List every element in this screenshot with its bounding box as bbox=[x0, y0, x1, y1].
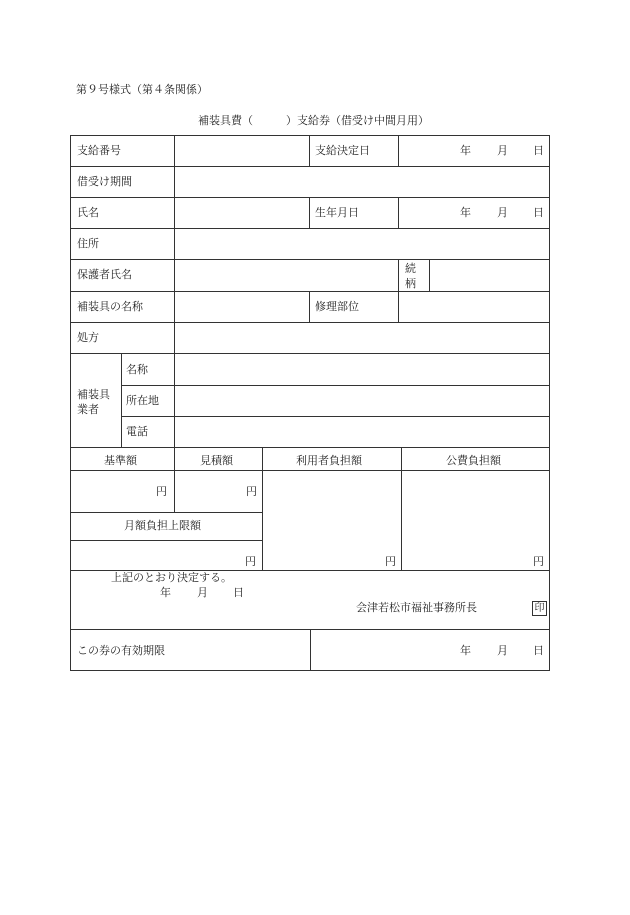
relationship-label-line1: 続 bbox=[405, 262, 416, 275]
guardian-name-label: 保護者氏名 bbox=[77, 268, 132, 281]
form-number: 第９号様式（第４条関係） bbox=[76, 83, 208, 96]
estimate-amount-header: 見積額 bbox=[200, 454, 233, 467]
public-burden-yen: 円 bbox=[533, 555, 544, 568]
payment-number-label: 支給番号 bbox=[77, 144, 121, 157]
decision-date-year: 年 bbox=[460, 144, 471, 157]
birthdate-year: 年 bbox=[460, 206, 471, 219]
prescription-label: 処方 bbox=[77, 331, 99, 344]
decision-statement: 上記のとおり決定する。 bbox=[111, 571, 232, 584]
birthdate-month: 月 bbox=[497, 206, 508, 219]
repair-part-label: 修理部位 bbox=[315, 300, 359, 313]
decision-date-day: 日 bbox=[533, 144, 544, 157]
monthly-cap-label: 月額負担上限額 bbox=[124, 519, 201, 532]
user-burden-header: 利用者負担額 bbox=[296, 454, 362, 467]
vendor-group-label-line2: 業者 bbox=[77, 403, 99, 416]
device-name-label: 補装具の名称 bbox=[77, 300, 143, 313]
vendor-group-label-line1: 補装具 bbox=[77, 388, 110, 401]
validity-year: 年 bbox=[460, 644, 471, 657]
decision-date-label: 支給決定日 bbox=[315, 144, 370, 157]
vendor-name-label: 名称 bbox=[126, 363, 148, 376]
decision-day: 日 bbox=[233, 586, 244, 599]
validity-month: 月 bbox=[497, 644, 508, 657]
vendor-phone-label: 電話 bbox=[126, 425, 148, 438]
user-burden-yen: 円 bbox=[385, 555, 396, 568]
public-burden-header: 公費負担額 bbox=[446, 454, 501, 467]
seal-mark: 印 bbox=[532, 601, 547, 616]
monthly-cap-yen: 円 bbox=[245, 555, 256, 568]
birthdate-day: 日 bbox=[533, 206, 544, 219]
lease-period-label: 借受け期間 bbox=[77, 175, 132, 188]
vendor-location-label: 所在地 bbox=[126, 394, 159, 407]
estimate-amount-yen: 円 bbox=[246, 485, 257, 498]
standard-amount-header: 基準額 bbox=[104, 454, 137, 467]
form-title: 補装具費（ ）支給券（借受け中間月用） bbox=[198, 114, 429, 127]
official-title: 会津若松市福祉事務所長 bbox=[356, 601, 477, 614]
address-label: 住所 bbox=[77, 237, 99, 250]
validity-label: この券の有効期限 bbox=[77, 644, 165, 657]
decision-year: 年 bbox=[160, 586, 171, 599]
validity-day: 日 bbox=[533, 644, 544, 657]
decision-date-month: 月 bbox=[497, 144, 508, 157]
standard-amount-yen: 円 bbox=[156, 485, 167, 498]
birthdate-label: 生年月日 bbox=[315, 206, 359, 219]
decision-month: 月 bbox=[197, 586, 208, 599]
name-label: 氏名 bbox=[77, 206, 99, 219]
relationship-label-line2: 柄 bbox=[405, 277, 416, 290]
